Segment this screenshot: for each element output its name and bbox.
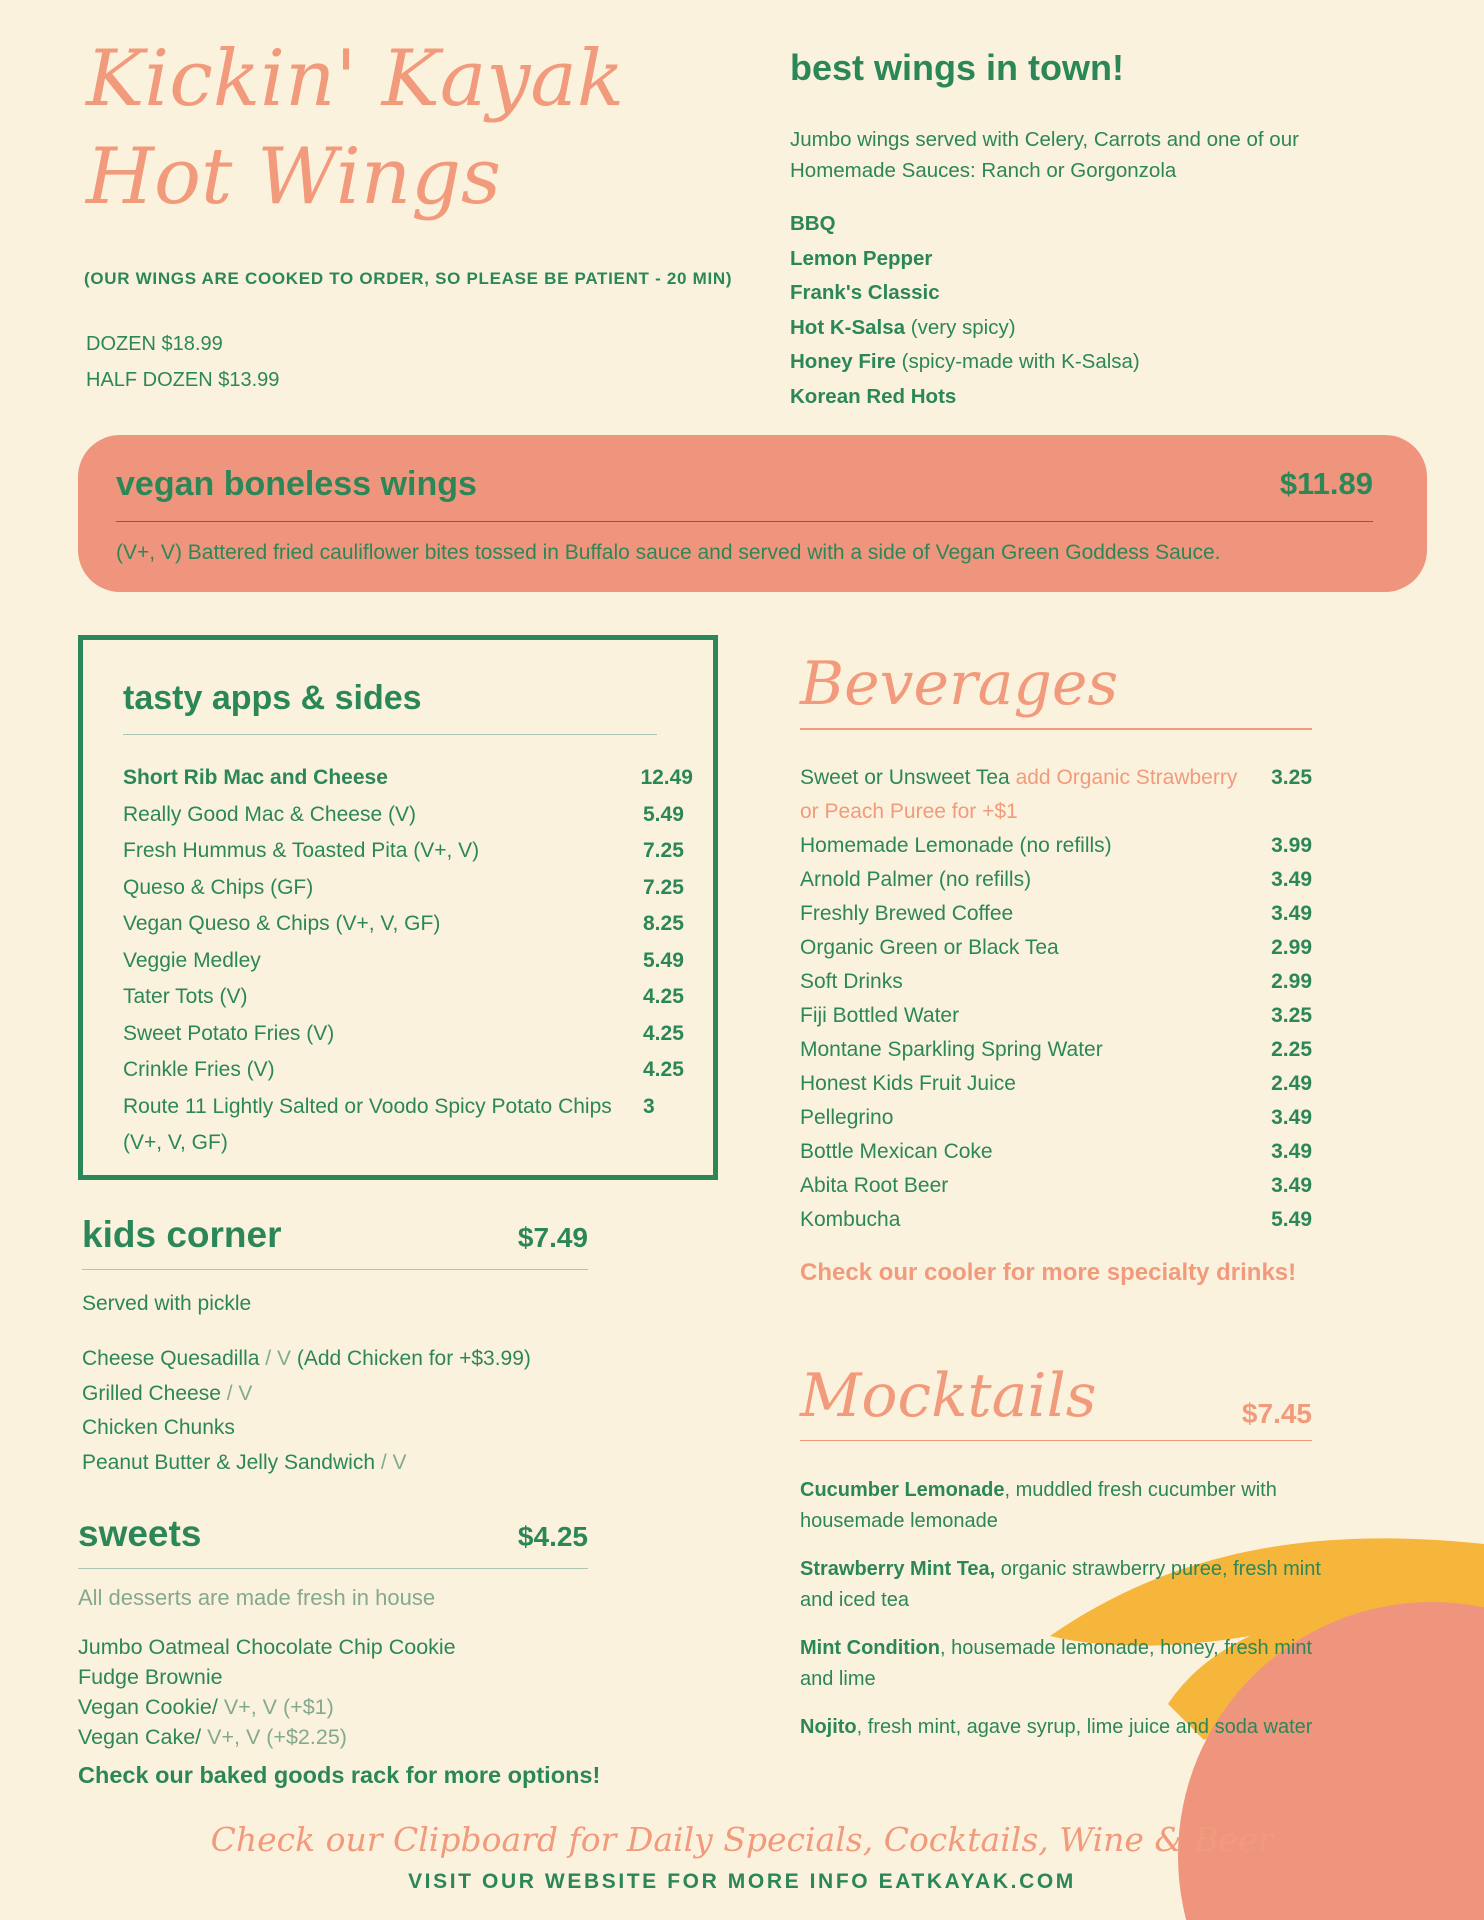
item-price: 5.49 [1271, 1208, 1312, 1231]
menu-item: Cheese Quesadilla / V (Add Chicken for +$3.99) [82, 1347, 531, 1370]
item-price: 3.49 [1271, 1106, 1312, 1129]
best-wings-section [790, 46, 1356, 414]
item-name: Sweet or Unsweet Tea add Organic Strawberry or Peach Puree for +$1 [800, 766, 1238, 823]
brand-title-line1: Kickin' Kayak [86, 34, 625, 124]
menu-item: Mint Condition, housemade lemonade, honey, fresh mint and lime [800, 1637, 1313, 1690]
item-name: Organic Green or Black Tea [800, 936, 1059, 959]
menu-item [123, 943, 693, 980]
menu-item [123, 1089, 693, 1162]
item-name: Freshly Brewed Coffee [800, 902, 1014, 925]
menu-item: Chicken Chunks [82, 1416, 235, 1439]
apps-section [78, 635, 718, 1180]
item-price: 5.49 [643, 802, 684, 826]
baked-goods-note: Check our baked goods rack for more options! [78, 1762, 601, 1788]
sauce-item: Lemon Pepper [790, 246, 933, 270]
sweets-section [78, 1512, 601, 1789]
sauce-item: Hot K-Salsa (very spicy) [790, 315, 1016, 339]
divider [82, 1269, 588, 1270]
item-price: 5.49 [643, 948, 684, 972]
price-half-dozen: HALF DOZEN $13.99 [86, 369, 280, 391]
mocktails-title: Mocktails [800, 1361, 1097, 1431]
item-price: 3.49 [1271, 1140, 1312, 1163]
item-price: 3 [643, 1094, 655, 1118]
brand-title [86, 30, 624, 226]
menu-item: Fudge Brownie [78, 1665, 223, 1689]
menu-item [123, 1016, 693, 1053]
menu-item [800, 999, 1312, 1033]
item-name: Kombucha [800, 1208, 901, 1231]
menu-item: Cucumber Lemonade, muddled fresh cucumber with housemade lemonade [800, 1479, 1277, 1532]
item-name: Pellegrino [800, 1106, 894, 1129]
item-name: Tater Tots (V) [123, 985, 248, 1008]
item-price: 2.99 [1271, 936, 1312, 959]
item-price: 12.49 [640, 766, 693, 789]
item-name: Sweet Potato Fries (V) [123, 1021, 335, 1045]
item-name: Route 11 Lightly Salted or Voodo Spicy Potato Chips (V+, V, GF) [123, 1094, 612, 1154]
price-dozen: DOZEN $18.99 [86, 333, 223, 355]
divider [116, 521, 1373, 522]
item-name: Homemade Lemonade (no refills) [800, 834, 1112, 857]
vegan-banner-description: (V+, V) Battered fried cauliflower bites tossed in Buffalo sauce and served with a side of Vegan Green Goddess Sauce. [116, 541, 1221, 564]
item-price: 3.49 [1271, 1174, 1312, 1197]
item-name: Soft Drinks [800, 970, 903, 993]
menu-item [800, 965, 1312, 999]
mocktails-section [800, 1352, 1345, 1760]
item-name: Arnold Palmer (no refills) [800, 868, 1032, 891]
best-wings-description: Jumbo wings served with Celery, Carrots and one of our Homemade Sauces: Ranch or Gorgonzola [790, 128, 1299, 182]
sauce-item: Frank's Classic [790, 281, 940, 304]
vegan-banner-header [116, 464, 1373, 504]
item-name: Crinkle Fries (V) [123, 1058, 275, 1081]
menu-item [800, 761, 1312, 829]
item-price: 7.25 [643, 875, 684, 899]
item-price: 7.25 [643, 839, 684, 862]
beverages-section [800, 640, 1312, 1287]
item-price: 3.99 [1271, 834, 1312, 857]
footer-website-note: VISIT OUR WEBSITE FOR MORE INFO EATKAYAK.COM [408, 1870, 1076, 1893]
item-name: Bottle Mexican Coke [800, 1140, 993, 1163]
kids-section [82, 1213, 588, 1480]
menu-item: Vegan Cookie/ V+, V (+$1) [78, 1695, 334, 1719]
mocktails-header [800, 1352, 1312, 1440]
mocktails-price: $7.45 [1241, 1398, 1312, 1429]
item-name: Short Rib Mac and Cheese [123, 766, 388, 789]
item-price: 2.49 [1271, 1072, 1312, 1095]
menu-item [800, 1203, 1312, 1237]
sweets-list [78, 1632, 588, 1752]
sauce-item: Honey Fire (spicy-made with K-Salsa) [790, 350, 1140, 373]
divider [800, 1440, 1312, 1441]
item-name: Fiji Bottled Water [800, 1004, 960, 1027]
item-name: Veggie Medley [123, 948, 261, 972]
menu-item [800, 931, 1312, 965]
sweets-title: sweets [78, 1513, 202, 1554]
item-name: Queso & Chips (GF) [123, 875, 314, 899]
wings-prices [86, 326, 279, 398]
beverages-list [800, 761, 1312, 1237]
menu-item: Peanut Butter & Jelly Sandwich / V [82, 1450, 407, 1474]
mocktails-list [800, 1475, 1345, 1743]
menu-item [123, 870, 693, 907]
menu-item: Nojito, fresh mint, agave syrup, lime juice and soda water [800, 1716, 1313, 1738]
menu-item [800, 1169, 1312, 1203]
menu-item [123, 1052, 693, 1089]
kids-note: Served with pickle [82, 1292, 252, 1315]
menu-item [800, 1101, 1312, 1135]
kids-header [82, 1213, 588, 1256]
menu-item: Strawberry Mint Tea, organic strawberry puree, fresh mint and iced tea [800, 1558, 1321, 1611]
sweets-price: $4.25 [517, 1521, 588, 1552]
page-footer [0, 1820, 1484, 1894]
brand-title-line2: Hot Wings [86, 132, 502, 222]
apps-title: tasty apps & sides [123, 679, 422, 717]
item-price: 4.25 [643, 985, 684, 1008]
item-name: Vegan Queso & Chips (V+, V, GF) [123, 912, 441, 935]
item-name: Really Good Mac & Cheese (V) [123, 802, 416, 826]
item-price: 3.49 [1271, 868, 1312, 891]
sauce-item: Korean Red Hots [790, 384, 957, 408]
item-name: Honest Kids Fruit Juice [800, 1072, 1016, 1095]
menu-item [123, 797, 693, 834]
best-wings-title: best wings in town! [790, 47, 1124, 88]
item-price: 2.99 [1271, 970, 1312, 993]
menu-item [800, 1067, 1312, 1101]
item-note: add Organic Strawberry or Peach Puree for +$1 [800, 766, 1238, 823]
apps-list [123, 760, 693, 1162]
menu-item [800, 1135, 1312, 1169]
item-price: 3.49 [1271, 902, 1312, 925]
item-price: 4.25 [643, 1021, 684, 1045]
beverages-title: Beverages [800, 649, 1119, 719]
sauce-list [790, 207, 1356, 414]
vegan-banner-title: vegan boneless wings [116, 465, 477, 503]
divider [78, 1568, 588, 1569]
menu-item: Grilled Cheese / V [82, 1381, 253, 1405]
menu-item [800, 829, 1312, 863]
cooler-note: Check our cooler for more specialty drinks! [800, 1259, 1297, 1286]
vegan-banner [78, 435, 1427, 592]
menu-item [123, 760, 693, 797]
item-price: 4.25 [643, 1058, 684, 1081]
item-name: Abita Root Beer [800, 1174, 949, 1197]
menu-item [800, 1033, 1312, 1067]
divider [800, 728, 1312, 730]
menu-item [123, 979, 693, 1016]
item-price: 8.25 [643, 912, 684, 935]
vegan-banner-price: $11.89 [1279, 466, 1373, 501]
sweets-note: All desserts are made fresh in house [78, 1585, 436, 1610]
menu-item: Jumbo Oatmeal Chocolate Chip Cookie [78, 1635, 456, 1659]
item-name: Fresh Hummus & Toasted Pita (V+, V) [123, 839, 480, 862]
sauce-item: BBQ [790, 212, 836, 235]
kids-list [82, 1342, 588, 1480]
menu-item [123, 833, 693, 870]
menu-item [800, 897, 1312, 931]
item-name: Montane Sparkling Spring Water [800, 1038, 1103, 1061]
footer-clipboard-note: Check our Clipboard for Daily Specials, Cocktails, Wine & Beer [210, 1820, 1274, 1859]
kids-price: $7.49 [517, 1222, 588, 1253]
wings-note: (OUR WINGS ARE COOKED TO ORDER, SO PLEASE BE PATIENT - 20 MIN) [84, 269, 733, 288]
item-price: 3.25 [1271, 766, 1312, 789]
menu-item [800, 863, 1312, 897]
kids-title: kids corner [82, 1214, 282, 1255]
sweets-header [78, 1512, 588, 1555]
item-price: 2.25 [1271, 1038, 1312, 1061]
divider [123, 734, 657, 735]
menu-item [123, 906, 693, 943]
menu-item: Vegan Cake/ V+, V (+$2.25) [78, 1725, 347, 1749]
item-price: 3.25 [1271, 1004, 1312, 1027]
